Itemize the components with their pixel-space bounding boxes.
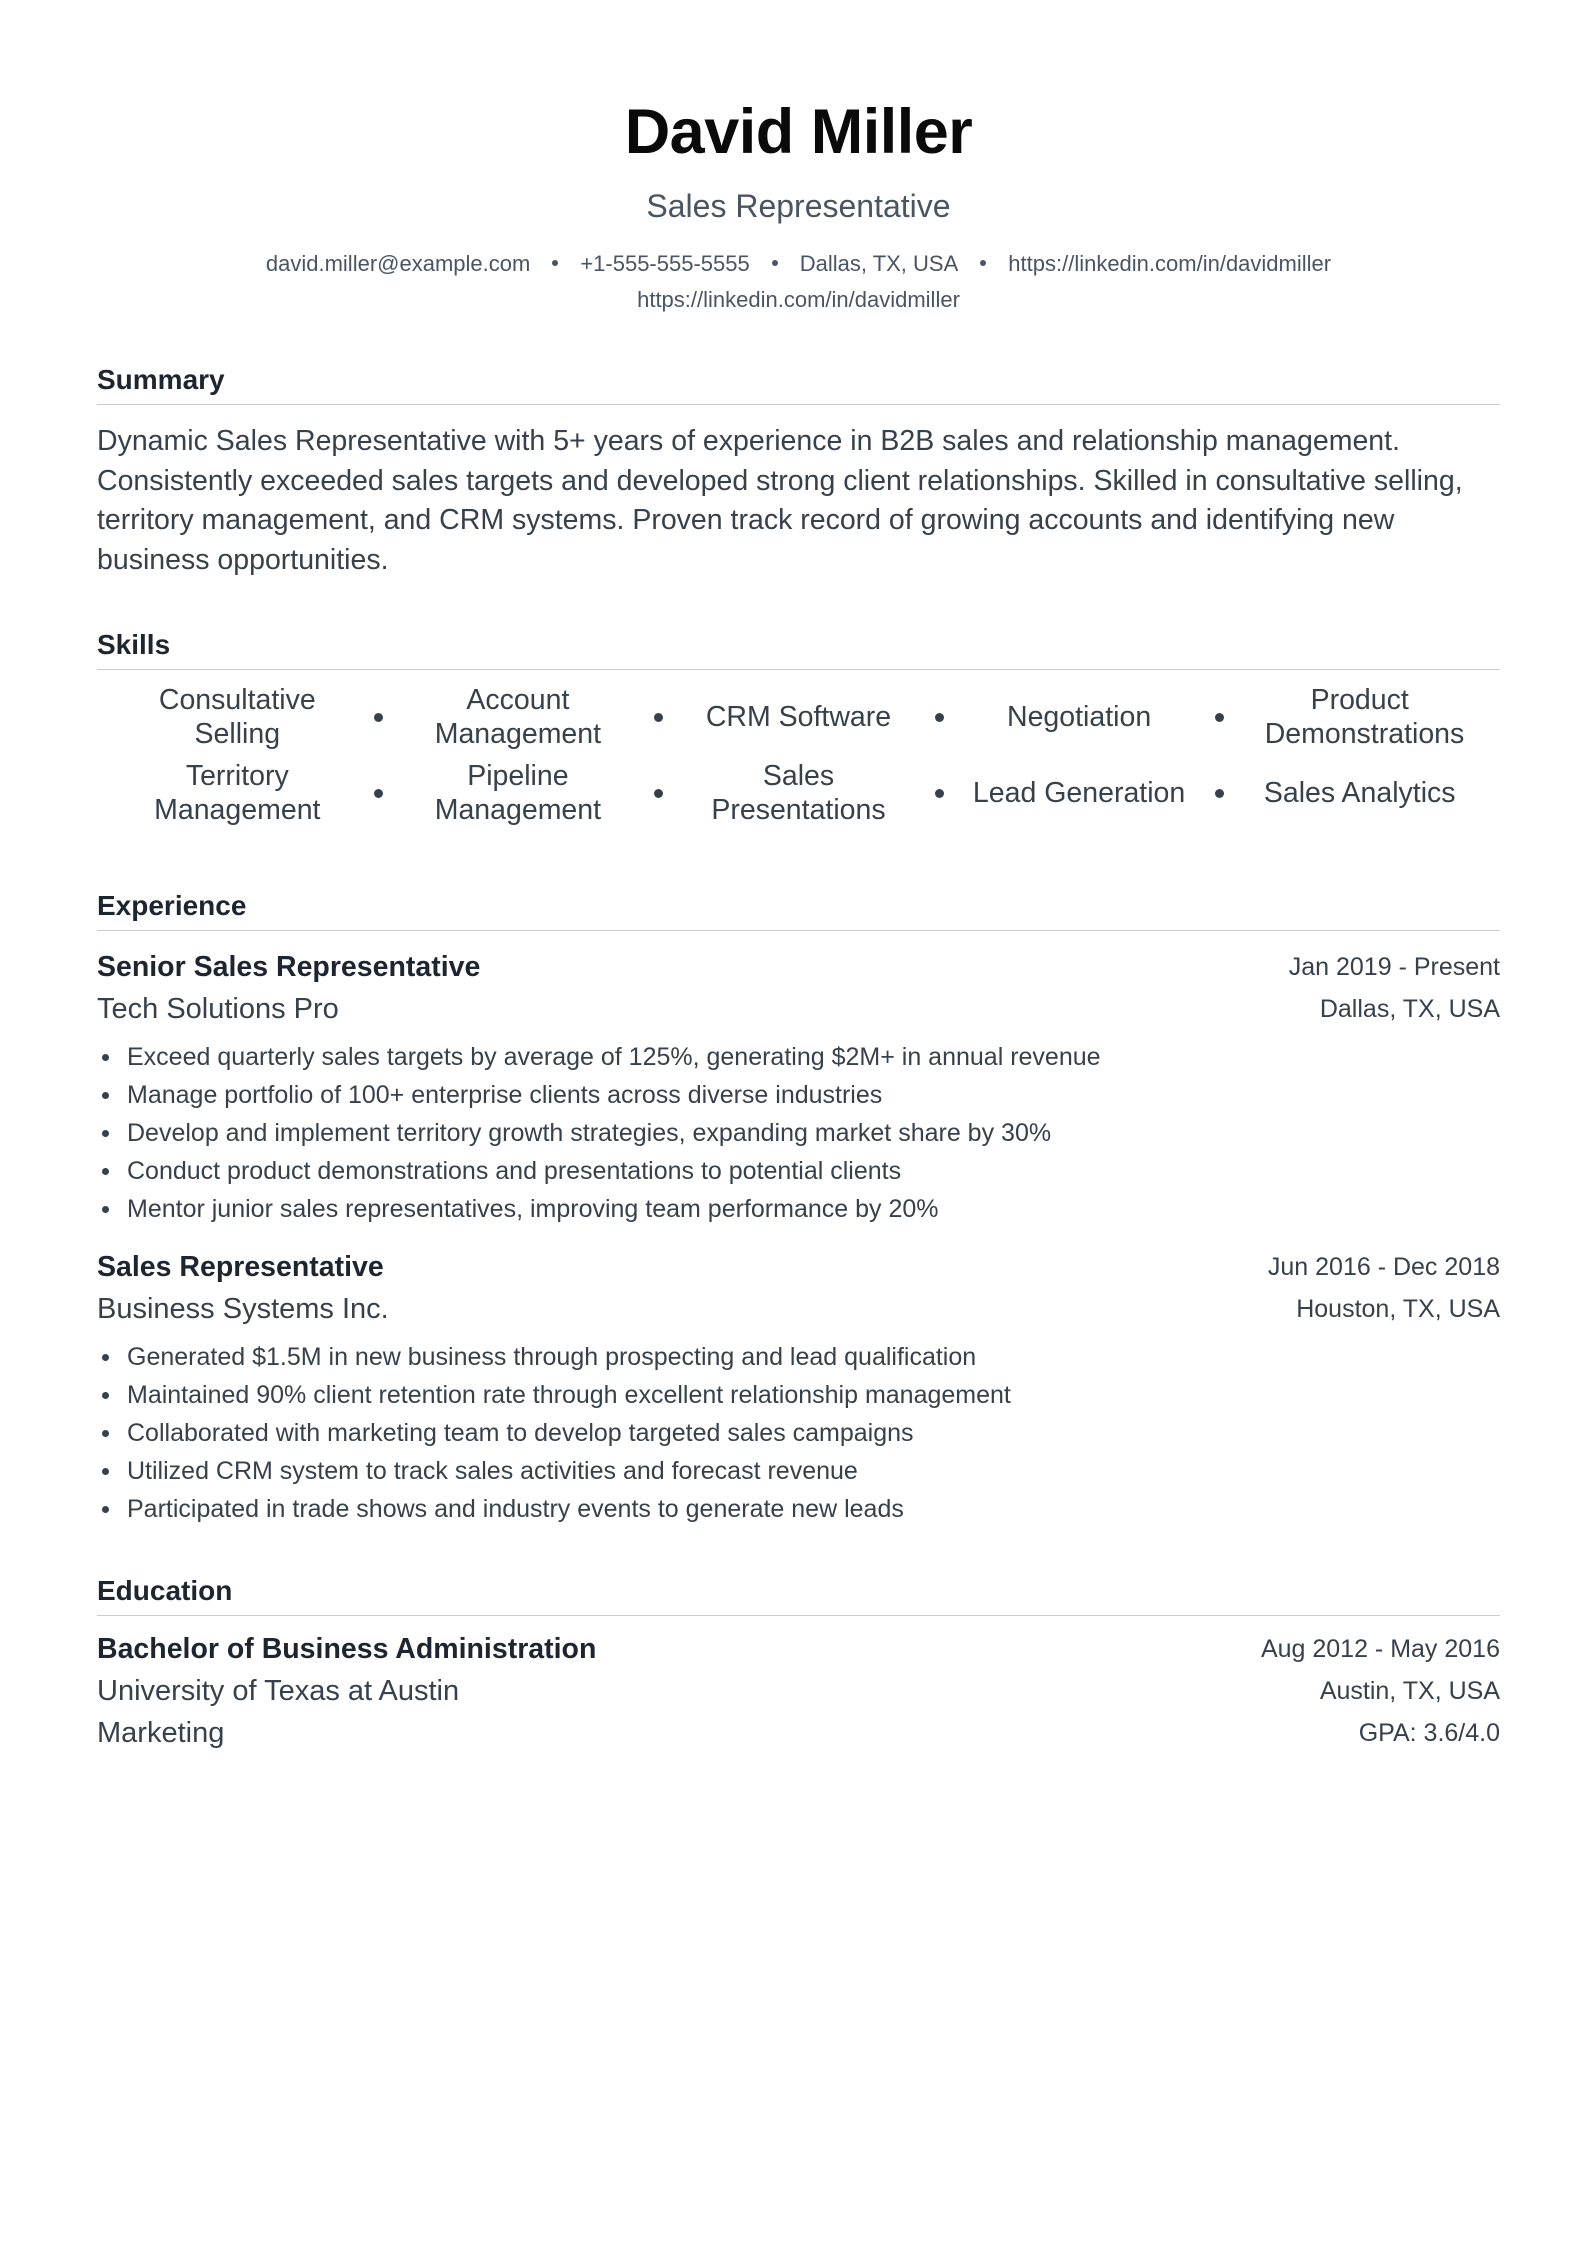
job-dates: Jun 2016 - Dec 2018	[1267, 1253, 1500, 1281]
skill-label: Sales Presentations	[711, 760, 886, 826]
candidate-name: David Miller	[624, 97, 973, 167]
skill-item	[939, 760, 1220, 826]
education-gpa: GPA: 3.6/4.0	[1358, 1719, 1500, 1747]
skills-heading: Skills	[97, 629, 171, 660]
separator-dot	[980, 260, 986, 266]
list-item: Conduct product demonstrations and presentations to potential clients	[97, 1152, 1500, 1190]
skill-label: Negotiation	[1007, 701, 1152, 733]
separator-dot	[552, 260, 558, 266]
summary-text: Dynamic Sales Representative with 5+ years of experience in B2B sales and relationship management. Consistently exceeded sales targets and developed strong client relationships. Skilled in consultative selling, territory management, and CRM systems. Proven track record of growing accounts and identifying new business opportunities.	[97, 425, 1463, 576]
list-item: Participated in trade shows and industry events to generate new leads	[97, 1490, 1500, 1528]
list-item: Develop and implement territory growth strategies, expanding market share by 30%	[97, 1114, 1500, 1152]
company-name: Tech Solutions Pro	[97, 993, 339, 1025]
section-divider	[97, 669, 1500, 670]
skill-item	[378, 760, 659, 826]
skill-label: Product Demonstrations	[1264, 684, 1465, 750]
list-item: Collaborated with marketing team to develop targeted sales campaigns	[97, 1414, 1500, 1452]
skill-label: CRM Software	[705, 701, 892, 733]
linkedin-link[interactable]: https://linkedin.com/in/davidmiller	[1008, 251, 1332, 276]
job-location: Dallas, TX, USA	[1319, 995, 1500, 1023]
company-name: Business Systems Inc.	[97, 1293, 389, 1325]
skills-grid	[97, 684, 1500, 826]
website-link[interactable]: https://linkedin.com/in/davidmiller	[637, 287, 960, 312]
degree-title: Bachelor of Business Administration	[97, 1633, 597, 1665]
location-text: Dallas, TX, USA	[799, 251, 959, 276]
skill-item	[97, 760, 378, 826]
list-item: Generated $1.5M in new business through prospecting and lead qualification	[97, 1338, 1500, 1376]
list-item: Manage portfolio of 100+ enterprise clients across diverse industries	[97, 1076, 1500, 1114]
job-dates: Jan 2019 - Present	[1288, 953, 1500, 981]
candidate-title: Sales Representative	[646, 188, 951, 224]
skill-label: Sales Analytics	[1263, 777, 1456, 809]
skill-item	[658, 684, 939, 750]
list-item: Utilized CRM system to track sales activities and forecast revenue	[97, 1452, 1500, 1490]
section-divider	[97, 1615, 1500, 1616]
education-dates: Aug 2012 - May 2016	[1260, 1635, 1500, 1663]
skill-item	[97, 684, 378, 750]
job-entry	[97, 1248, 1500, 1528]
skill-label: Consultative Selling	[158, 684, 316, 750]
job-bullets	[97, 1338, 1500, 1528]
list-item: Maintained 90% client retention rate through excellent relationship management	[97, 1376, 1500, 1414]
job-location: Houston, TX, USA	[1296, 1295, 1500, 1323]
education-heading: Education	[97, 1575, 233, 1606]
list-item: Mentor junior sales representatives, improving team performance by 20%	[97, 1190, 1500, 1228]
skill-item	[1219, 760, 1500, 826]
skill-item	[939, 684, 1220, 750]
job-title: Senior Sales Representative	[97, 951, 481, 983]
skill-item	[658, 760, 939, 826]
job-title: Sales Representative	[97, 1251, 384, 1283]
email-link[interactable]: david.miller@example.com	[265, 251, 531, 276]
skill-label: Lead Generation	[972, 777, 1186, 809]
section-divider	[97, 930, 1500, 931]
contact-line	[97, 249, 1500, 279]
skill-label: Territory Management	[154, 760, 321, 826]
job-bullets	[97, 1038, 1500, 1228]
education-major: Marketing	[97, 1717, 225, 1749]
skill-label: Account Management	[434, 684, 602, 750]
section-divider	[97, 404, 1500, 405]
summary-heading: Summary	[97, 364, 225, 395]
skill-label: Pipeline Management	[434, 760, 602, 826]
education-entry	[97, 1630, 1500, 1756]
separator-dot	[772, 260, 778, 266]
experience-heading: Experience	[97, 890, 247, 921]
skill-item	[1219, 684, 1500, 750]
school-location: Austin, TX, USA	[1319, 1677, 1500, 1705]
phone-link[interactable]: +1-555-555-5555	[580, 251, 750, 276]
list-item: Exceed quarterly sales targets by average of 125%, generating $2M+ in annual revenue	[97, 1038, 1500, 1076]
skill-item	[378, 684, 659, 750]
contact-line-2	[97, 285, 1500, 315]
job-entry	[97, 948, 1500, 1228]
school-name: University of Texas at Austin	[97, 1675, 460, 1707]
